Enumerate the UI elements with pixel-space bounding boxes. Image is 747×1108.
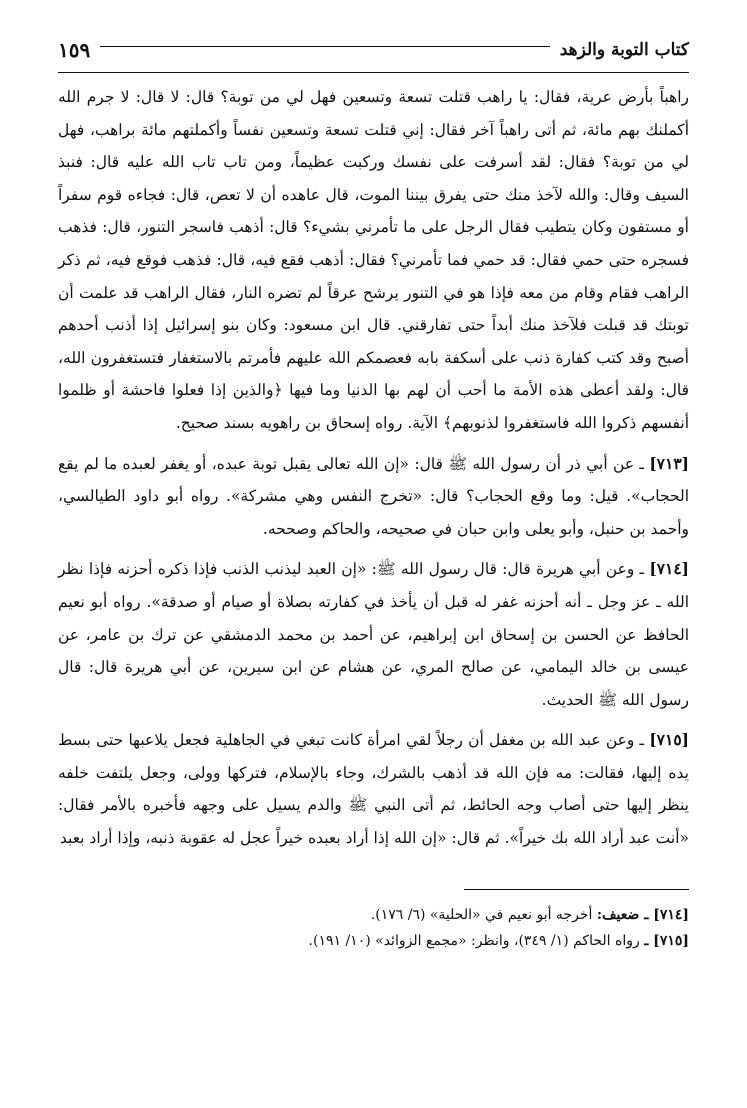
hadith-number: [٧١٥]	[649, 730, 689, 750]
header-rule	[100, 46, 549, 47]
hadith-713	[58, 448, 689, 546]
footnote-715	[58, 928, 689, 954]
page-number: ١٥٩	[58, 38, 91, 62]
footnote-divider	[464, 889, 689, 890]
paragraph-text: ـ وعن عبد الله بن مغفل أن رجلاً لقي امرأة كانت تبغي في الجاهلية فجعل يلاعبها حتى بسط يده إليها، فقالت: مه فإن الله قد أذهب بالشرك، وجاء بالإسلام، فتركها وولى، وجعل يلتفت خلفه ينظر إليها حتى أصاب وجه الحائط، ثم أتى النبي ﷺ والدم يسيل على وجهه فأخبره بالأمر فقال: «أنت عبد أراد الله بك خيراً». ثم قال: «إن الله إذا أراد بعبده خيراً عجل له عقوبة ذنبه، وإذا أراد بعبد	[58, 731, 689, 848]
book-page	[58, 28, 689, 954]
footnote-label: [٧١٥] ـ	[644, 932, 689, 949]
paragraph-text: ـ عن أبي ذر أن رسول الله ﷺ قال: «إن الله تعالى يقبل توبة عبده، أو يغفر لعبده ما لم يقع الحجاب». قيل: وما وقع الحجاب؟ قال: «تخرج النفس وهي مشركة». رواه أبو داود الطيالسي، وأحمد بن حنبل، وأبو يعلى وابن حبان في صحيحه، والحاكم وصححه.	[58, 454, 689, 538]
paragraph-continuation	[58, 81, 689, 440]
hadith-715	[58, 724, 689, 854]
hadith-number: [٧١٣]	[649, 453, 689, 473]
footnotes	[58, 902, 689, 954]
paragraph-text: ـ وعن أبي هريرة قال: قال رسول الله ﷺ: «إن العبد ليذنب الذنب فإذا ذكره أحزنه فإذا نظر الله ـ عز وجل ـ أنه أحزنه غفر له قبل أن يأخذ في كفارته بصلاة أو صيام أو صدقة». رواه أبو نعيم الحافظ عن الحسن بن إسحاق ابن إبراهيم، عن أحمد بن محمد الدمشقي عن ترك بن عامر، عن عيسى بن خالد اليمامي، عن صالح المري، عن هشام عن ابن سيرين، عن أبي هريرة قال: قال رسول الله ﷺ الحديث.	[58, 560, 689, 709]
chapter-title: كتاب التوبة والزهد	[559, 40, 689, 60]
main-text	[58, 81, 689, 855]
footnote-714	[58, 902, 689, 928]
footnote-label: [٧١٤] ـ ضعيف:	[596, 906, 689, 923]
hadith-number: [٧١٤]	[649, 559, 690, 579]
footnote-text: رواه الحاكم (١/ ٣٤٩)، وانظر: «مجمع الزوائد» (١٠/ ١٩١).	[308, 932, 640, 949]
paragraph-text: راهباً بأرض عرية، فقال: يا راهب قتلت تسعة وتسعين فهل لي من توبة؟ قال: لا قال: لا جرم الله أكملنك بهم مائة، ثم أتى راهباً آخر فقال: إني قتلت تسعة وتسعين نفساً وأكملتهم مائة براهب، فهل لي من توبة؟ فقال: لقد أسرفت على نفسك وركبت عظيماً، ومن تاب تاب الله عليه قال: فنبذ السيف وقال: والله لآخذ منك حتى يفرق بيننا الموت، قال عاهده أن لا تعص، قال: فجاءه قوم سفراً أو مستفون وكان يتطيب فقال الرجل على ما تأمرني بشيء؟ قال: أذهب فاسجر التنور، قال: فذهب فسجره حتى حمي فقال: قد حمي فما تأمرني؟ فقال: أذهب فقع فيه، قال: فذهب فوقع فيه، ثم ذكر الراهب فقام وقام من معه فإذا هو في التنور يرشح عرقاً لم تضره النار، فقال الراهب قد علمت أن توبتك قد قبلت فلآخذ منك أبداً حتى تفارقني. قال ابن مسعود: وكان بنو إسرائيل إذا أذنب أحدهم أصبح وقد كتب كفارة ذنب على أسكفة بابه فعصمكم الله عليهم فأمرتم بالاستغفار فتستغفرون الله، قال: ولقد أعطى هذه الأمة ما أحب أن لهم بها الدنيا وما فيها ﴿والذين إذا فعلوا فاحشة أو ظلموا أنفسهم ذكروا الله فاستغفروا لذنوبهم﴾ الآية. رواه إسحاق بن راهويه بسند صحيح.	[58, 88, 689, 432]
hadith-714	[58, 553, 689, 716]
running-header	[58, 28, 689, 73]
footnote-text: أخرجه أبو نعيم في «الحلية» (٦/ ١٧٦).	[370, 906, 593, 923]
